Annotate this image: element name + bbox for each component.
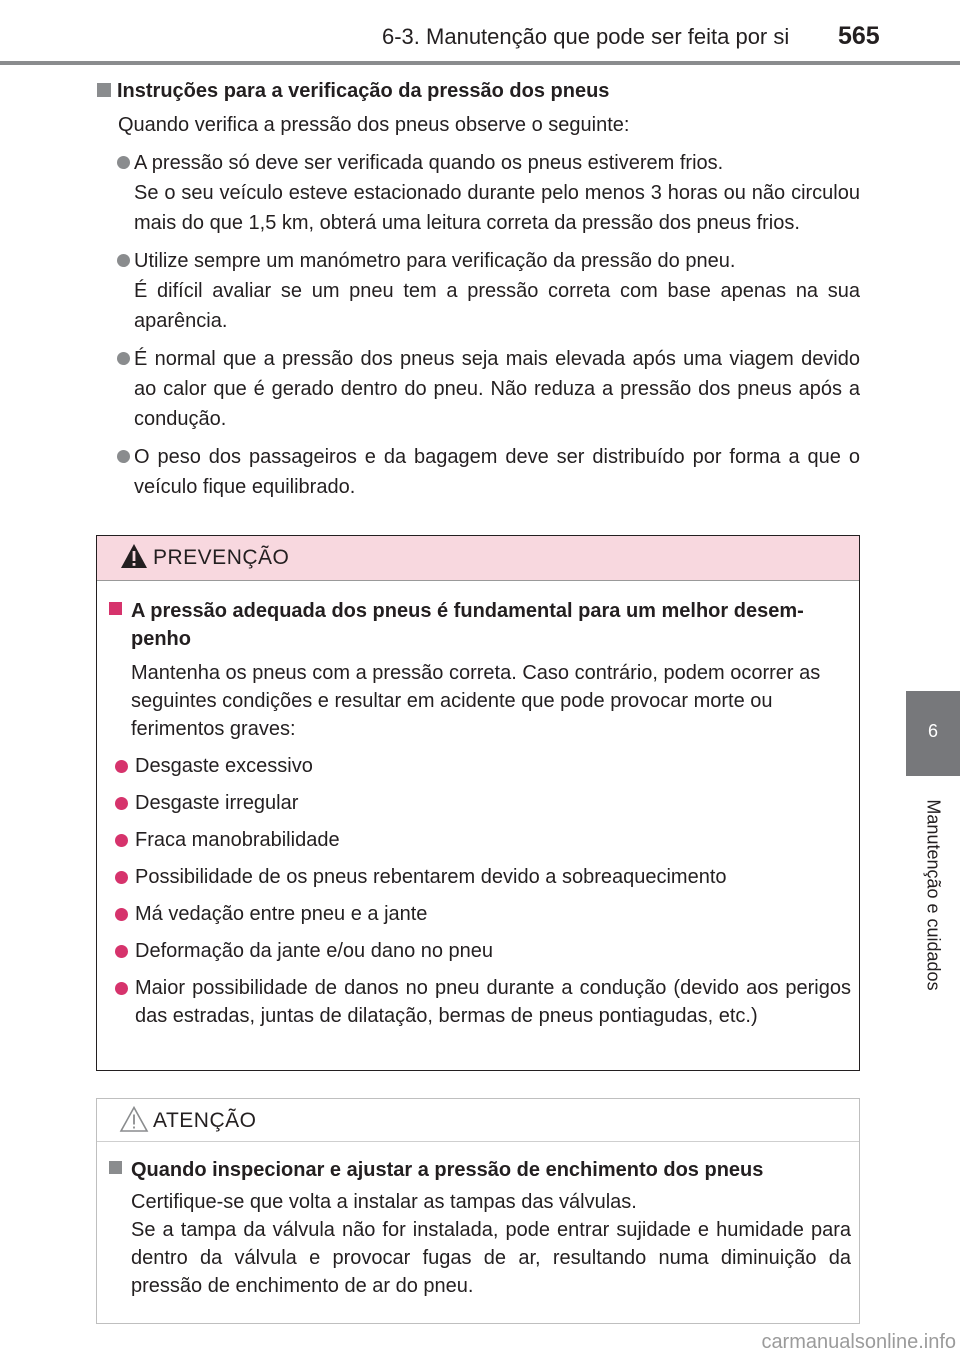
list-item	[97, 148, 860, 238]
circle-bullet-icon	[115, 834, 128, 847]
circle-bullet-icon	[117, 254, 130, 267]
list-item	[107, 789, 851, 817]
circle-bullet-icon	[115, 871, 128, 884]
list-item	[107, 937, 851, 965]
list-item-text: Maior possibilidade de danos no pneu durante a condução (devido aos perigos das estradas, juntas de dilatação, bermas de pneus pontiagudas, etc.)	[135, 977, 851, 1027]
list-item-text: Utilize sempre um manómetro para verificação da pressão do pneu. É difícil avaliar se um pneu tem a pressão correta com base apenas na sua aparência.	[134, 250, 860, 332]
list-item	[107, 974, 851, 1030]
list-item-text: Possibilidade de os pneus rebentarem devido a sobreaquecimento	[135, 866, 727, 888]
list-item	[97, 344, 860, 434]
circle-bullet-icon	[117, 156, 130, 169]
warning-box	[96, 535, 860, 1071]
circle-bullet-icon	[115, 945, 128, 958]
section-heading-text: Instruções para a verificação da pressão dos pneus	[117, 80, 610, 102]
circle-bullet-icon	[117, 450, 130, 463]
list-item-text: Má vedação entre pneu e a jante	[135, 903, 428, 925]
list-item-text: A pressão só deve ser verificada quando os pneus estiverem frios. Se o seu veículo esteve estacionado durante pelo menos 3 horas ou não circulou mais do que 1,5 km, obterá uma leitura correta da pressão dos pneus frios.	[134, 152, 860, 234]
section-title: 6-3. Manutenção que pode ser feita por si	[382, 24, 790, 49]
list-item-text: Desgaste irregular	[135, 792, 299, 814]
page-number: 565	[838, 22, 880, 50]
attention-box	[96, 1098, 860, 1324]
square-bullet-icon	[109, 1161, 122, 1174]
watermark: carmanualsonline.info	[761, 1331, 956, 1353]
page-header	[0, 0, 960, 66]
warning-header	[97, 536, 859, 581]
circle-bullet-icon	[115, 760, 128, 773]
attention-title	[107, 1156, 851, 1184]
list-item-text: Fraca manobrabilidade	[135, 829, 340, 851]
attention-heading: ATENÇÃO	[153, 1109, 257, 1132]
attention-title-text: Quando inspecionar e ajustar a pressão de enchimento dos pneus	[131, 1159, 764, 1181]
chapter-label: Manutenção e cuidados	[923, 799, 944, 991]
main-content	[97, 78, 860, 502]
list-item-text: É normal que a pressão dos pneus seja mais elevada após uma viagem devido ao calor que é gerado dentro do pneu. Não reduza a pressão dos pneus após a condução.	[134, 348, 860, 430]
warning-triangle-icon	[119, 542, 149, 570]
circle-bullet-icon	[115, 797, 128, 810]
circle-bullet-icon	[115, 982, 128, 995]
list-item-text: O peso dos passageiros e da bagagem deve ser distribuído por forma a que o veículo fique equilibrado.	[134, 446, 860, 498]
attention-text: Certifique-se que volta a instalar as tampas das válvulas. Se a tampa da válvula não for instalada, pode entrar sujidade e humidade para dentro da válvula e provocar fugas de ar, resultando numa diminuição da pressão de enchimento de ar do pneu.	[131, 1191, 851, 1297]
attention-header	[97, 1099, 859, 1142]
header-rule	[0, 61, 960, 65]
circle-bullet-icon	[115, 908, 128, 921]
warning-body	[97, 581, 859, 1030]
list-item	[107, 752, 851, 780]
list-item	[107, 863, 851, 891]
list-item-text: Deformação da jante e/ou dano no pneu	[135, 940, 494, 962]
list-item	[107, 826, 851, 854]
warning-title-text: A pressão adequada dos pneus é fundamental para um melhor desem-penho	[131, 600, 804, 650]
warning-text: Mantenha os pneus com a pressão correta. Caso contrário, podem ocorrer as seguintes condições e resultar em acidente que pode provocar morte ou ferimentos graves:	[131, 662, 821, 740]
chapter-tab[interactable]	[906, 691, 960, 776]
list-item-text: Desgaste excessivo	[135, 755, 313, 777]
circle-bullet-icon	[117, 352, 130, 365]
section-heading	[97, 78, 860, 104]
chapter-number: 6	[927, 721, 938, 741]
caution-triangle-icon	[119, 1105, 149, 1133]
list-item	[97, 442, 860, 502]
intro-text: Quando verifica a pressão dos pneus observe o seguinte:	[118, 114, 630, 136]
warning-heading: PREVENÇÃO	[153, 546, 290, 569]
warning-title	[107, 597, 851, 653]
list-item	[107, 900, 851, 928]
attention-body	[97, 1142, 859, 1300]
square-bullet-icon	[109, 602, 122, 615]
square-bullet-icon	[97, 83, 111, 97]
list-item	[97, 246, 860, 336]
